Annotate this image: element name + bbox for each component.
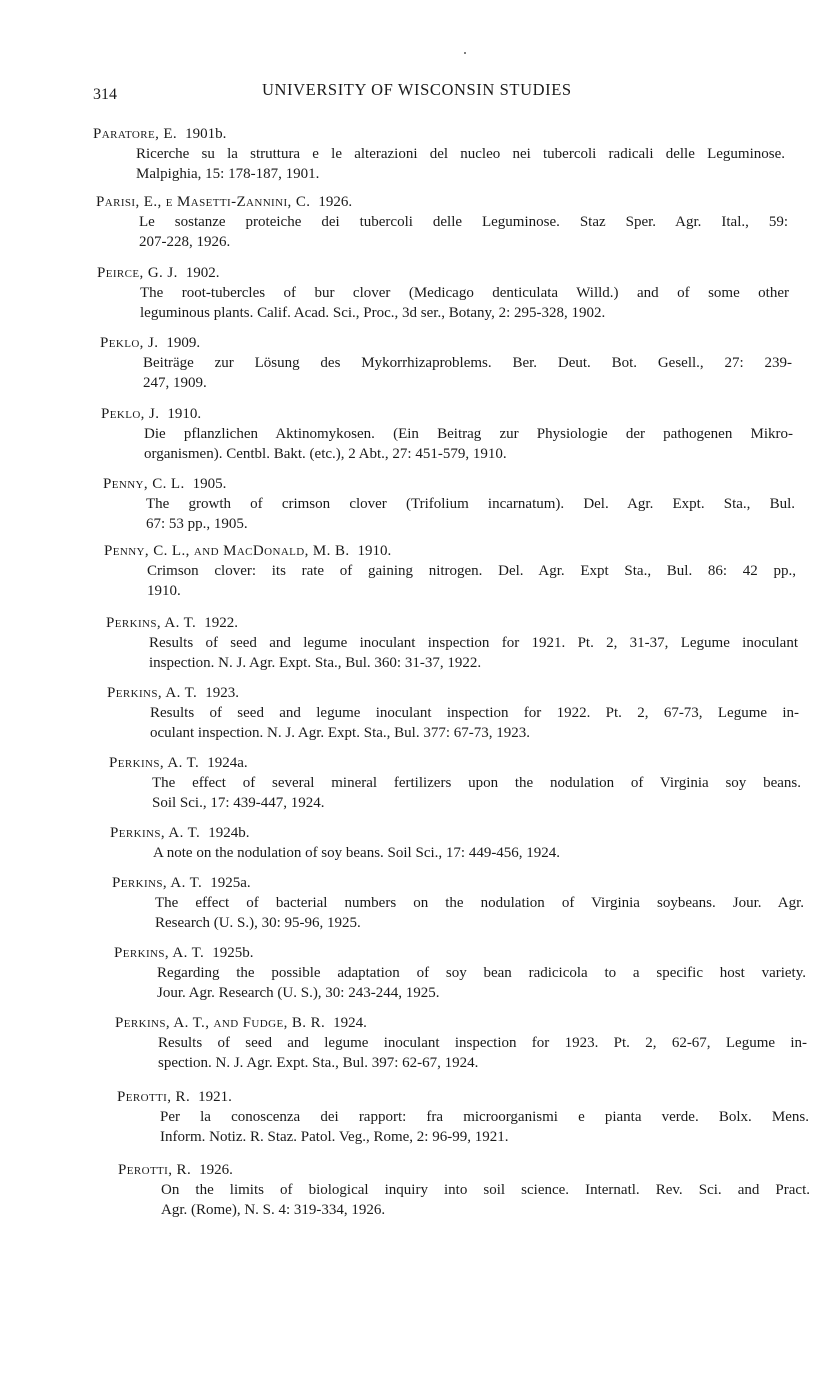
entry-text-line: Per la conoscenza dei rapport: fra microorganismi e pianta verde. Bolx. Mens. xyxy=(160,1109,809,1125)
entry-heading xyxy=(100,333,792,353)
entry-author: Peklo, J. xyxy=(100,335,159,351)
entry-text-line: Malpighia, 15: 178-187, 1901. xyxy=(136,166,320,182)
bibliography-entry xyxy=(118,1160,810,1220)
entry-text-line: organismen). Centbl. Bakt. (etc.), 2 Abt., 27: 451-579, 1910. xyxy=(144,446,507,462)
bibliography-entry xyxy=(93,124,785,184)
entry-text-line: The root-tubercles of bur clover (Medicago denticulata Willd.) and of some other xyxy=(140,285,789,301)
running-head: UNIVERSITY OF WISCONSIN STUDIES xyxy=(262,80,572,99)
entry-author: Perotti, R. xyxy=(118,1162,192,1178)
entry-text-line: Le sostanze proteiche dei tubercoli delle Leguminose. Staz Sper. Agr. Ital., 59: xyxy=(139,214,788,230)
entry-year: 1924b. xyxy=(208,825,250,841)
entry-author: Penny, C. L. xyxy=(103,476,185,492)
entry-text-line: The effect of bacterial numbers on the nodulation of Virginia soybeans. Jour. Agr. xyxy=(155,895,804,911)
entry-author: Perkins, A. T. xyxy=(110,825,201,841)
entry-text-line: Ricerche su la struttura e le alterazioni del nucleo nei tubercoli radicali delle Leguminose. xyxy=(136,146,785,162)
bibliography-entry xyxy=(100,333,792,393)
entry-year: 1926. xyxy=(199,1162,233,1178)
entry-author: Perkins, A. T. xyxy=(114,945,205,961)
entry-heading xyxy=(115,1013,807,1033)
entry-heading xyxy=(106,613,798,633)
entry-year: 1901b. xyxy=(185,126,227,142)
entry-heading xyxy=(117,1087,809,1107)
entry-year: 1926. xyxy=(318,194,353,210)
entry-text-line: Die pflanzlichen Aktinomykosen. (Ein Beitrag zur Physiologie der pathogenen Mikro- xyxy=(144,426,793,442)
entry-year: 1905. xyxy=(192,476,227,492)
bibliography-entry xyxy=(104,541,796,601)
bibliography-entry xyxy=(97,263,789,323)
entry-year: 1902. xyxy=(185,265,220,281)
bibliography-entry xyxy=(109,753,801,813)
entry-author: Parisi, E., e Masetti-Zannini, C. xyxy=(96,194,311,210)
entry-text-line: Results of seed and legume inoculant inspection for 1921. Pt. 2, 31-37, Legume inoculant xyxy=(149,635,798,651)
bibliography-entry xyxy=(106,613,798,673)
entry-text-line: Research (U. S.), 30: 95-96, 1925. xyxy=(155,915,361,931)
entry-heading xyxy=(104,541,796,561)
entry-author: Perkins, A. T. xyxy=(109,755,200,771)
entry-text-line: On the limits of biological inquiry into soil science. Internatl. Rev. Sci. and Pract. xyxy=(161,1182,810,1198)
entry-text-line: The growth of crimson clover (Trifolium incarnatum). Del. Agr. Expt. Sta., Bul. xyxy=(146,496,795,512)
entry-text-line: The effect of several mineral fertilizers upon the nodulation of Virginia soy beans. xyxy=(152,775,801,791)
entry-heading xyxy=(110,823,802,843)
entry-author: Penny, C. L., and MacDonald, M. B. xyxy=(104,543,350,559)
bibliography-entry xyxy=(103,474,795,534)
entry-text-line: spection. N. J. Agr. Expt. Sta., Bul. 397: 62-67, 1924. xyxy=(158,1055,479,1071)
entry-text-line: oculant inspection. N. J. Agr. Expt. Sta., Bul. 377: 67-73, 1923. xyxy=(150,725,530,741)
entry-year: 1924a. xyxy=(207,755,248,771)
bibliography-entry xyxy=(101,404,793,464)
page-number: 314 xyxy=(93,86,117,103)
entry-author: Perkins, A. T., and Fudge, B. R. xyxy=(115,1015,326,1031)
entry-year: 1909. xyxy=(166,335,201,351)
entry-heading xyxy=(107,683,799,703)
entry-heading xyxy=(112,873,804,893)
entry-heading xyxy=(114,943,806,963)
entry-text-line: Regarding the possible adaptation of soy bean radicicola to a specific host variety. xyxy=(157,965,806,981)
bibliography-entry xyxy=(107,683,799,743)
bibliography-entry xyxy=(96,192,788,252)
entry-year: 1923. xyxy=(205,685,239,701)
entry-heading xyxy=(93,124,785,144)
entry-heading xyxy=(103,474,795,494)
entry-author: Perkins, A. T. xyxy=(107,685,198,701)
entry-year: 1924. xyxy=(333,1015,367,1031)
entry-text-line: Agr. (Rome), N. S. 4: 319-334, 1926. xyxy=(161,1202,386,1218)
entry-text-line: A note on the nodulation of soy beans. Soil Sci., 17: 449-456, 1924. xyxy=(153,845,561,861)
bibliography-entry xyxy=(112,873,804,933)
entry-text-line: Results of seed and legume inoculant inspection for 1923. Pt. 2, 62-67, Legume in- xyxy=(158,1035,807,1051)
entry-year: 1925b. xyxy=(212,945,254,961)
entry-heading xyxy=(97,263,789,283)
entry-author: Perkins, A. T. xyxy=(106,615,197,631)
entry-text-line: 247, 1909. xyxy=(143,375,207,391)
entry-author: Paratore, E. xyxy=(93,126,178,142)
entry-text-line: Crimson clover: its rate of gaining nitrogen. Del. Agr. Expt Sta., Bul. 86: 42 pp., xyxy=(147,563,796,579)
entry-heading xyxy=(109,753,801,773)
entry-text-line: Soil Sci., 17: 439-447, 1924. xyxy=(152,795,325,811)
bibliography-entry xyxy=(115,1013,807,1073)
entry-author: Peirce, G. J. xyxy=(97,265,178,281)
bibliography-entry xyxy=(117,1087,809,1147)
entry-text-line: Beiträge zur Lösung des Mykorrhizaproblems. Ber. Deut. Bot. Gesell., 27: 239- xyxy=(143,355,792,371)
entry-text-line: 67: 53 pp., 1905. xyxy=(146,516,248,532)
entry-year: 1922. xyxy=(204,615,238,631)
entry-year: 1921. xyxy=(198,1089,232,1105)
entry-year: 1910. xyxy=(357,543,392,559)
entry-text-line: inspection. N. J. Agr. Expt. Sta., Bul. 360: 31-37, 1922. xyxy=(149,655,482,671)
entry-text-line: Inform. Notiz. R. Staz. Patol. Veg., Rome, 2: 96-99, 1921. xyxy=(160,1129,509,1145)
entry-year: 1925a. xyxy=(210,875,251,891)
entry-heading xyxy=(118,1160,810,1180)
entry-text-line: 1910. xyxy=(147,583,181,599)
bibliography-entry xyxy=(110,823,802,863)
entry-year: 1910. xyxy=(167,406,202,422)
entry-heading xyxy=(101,404,793,424)
bibliography-entry xyxy=(114,943,806,1003)
entry-author: Peklo, J. xyxy=(101,406,160,422)
entry-text-line: 207-228, 1926. xyxy=(139,234,231,250)
entry-author: Perkins, A. T. xyxy=(112,875,203,891)
entry-author: Perotti, R. xyxy=(117,1089,191,1105)
print-speck xyxy=(464,52,466,54)
entry-text-line: leguminous plants. Calif. Acad. Sci., Proc., 3d ser., Botany, 2: 295-328, 1902. xyxy=(140,305,606,321)
entry-heading xyxy=(96,192,788,212)
entry-text-line: Results of seed and legume inoculant inspection for 1922. Pt. 2, 67-73, Legume in- xyxy=(150,705,799,721)
entry-text-line: Jour. Agr. Research (U. S.), 30: 243-244, 1925. xyxy=(157,985,440,1001)
